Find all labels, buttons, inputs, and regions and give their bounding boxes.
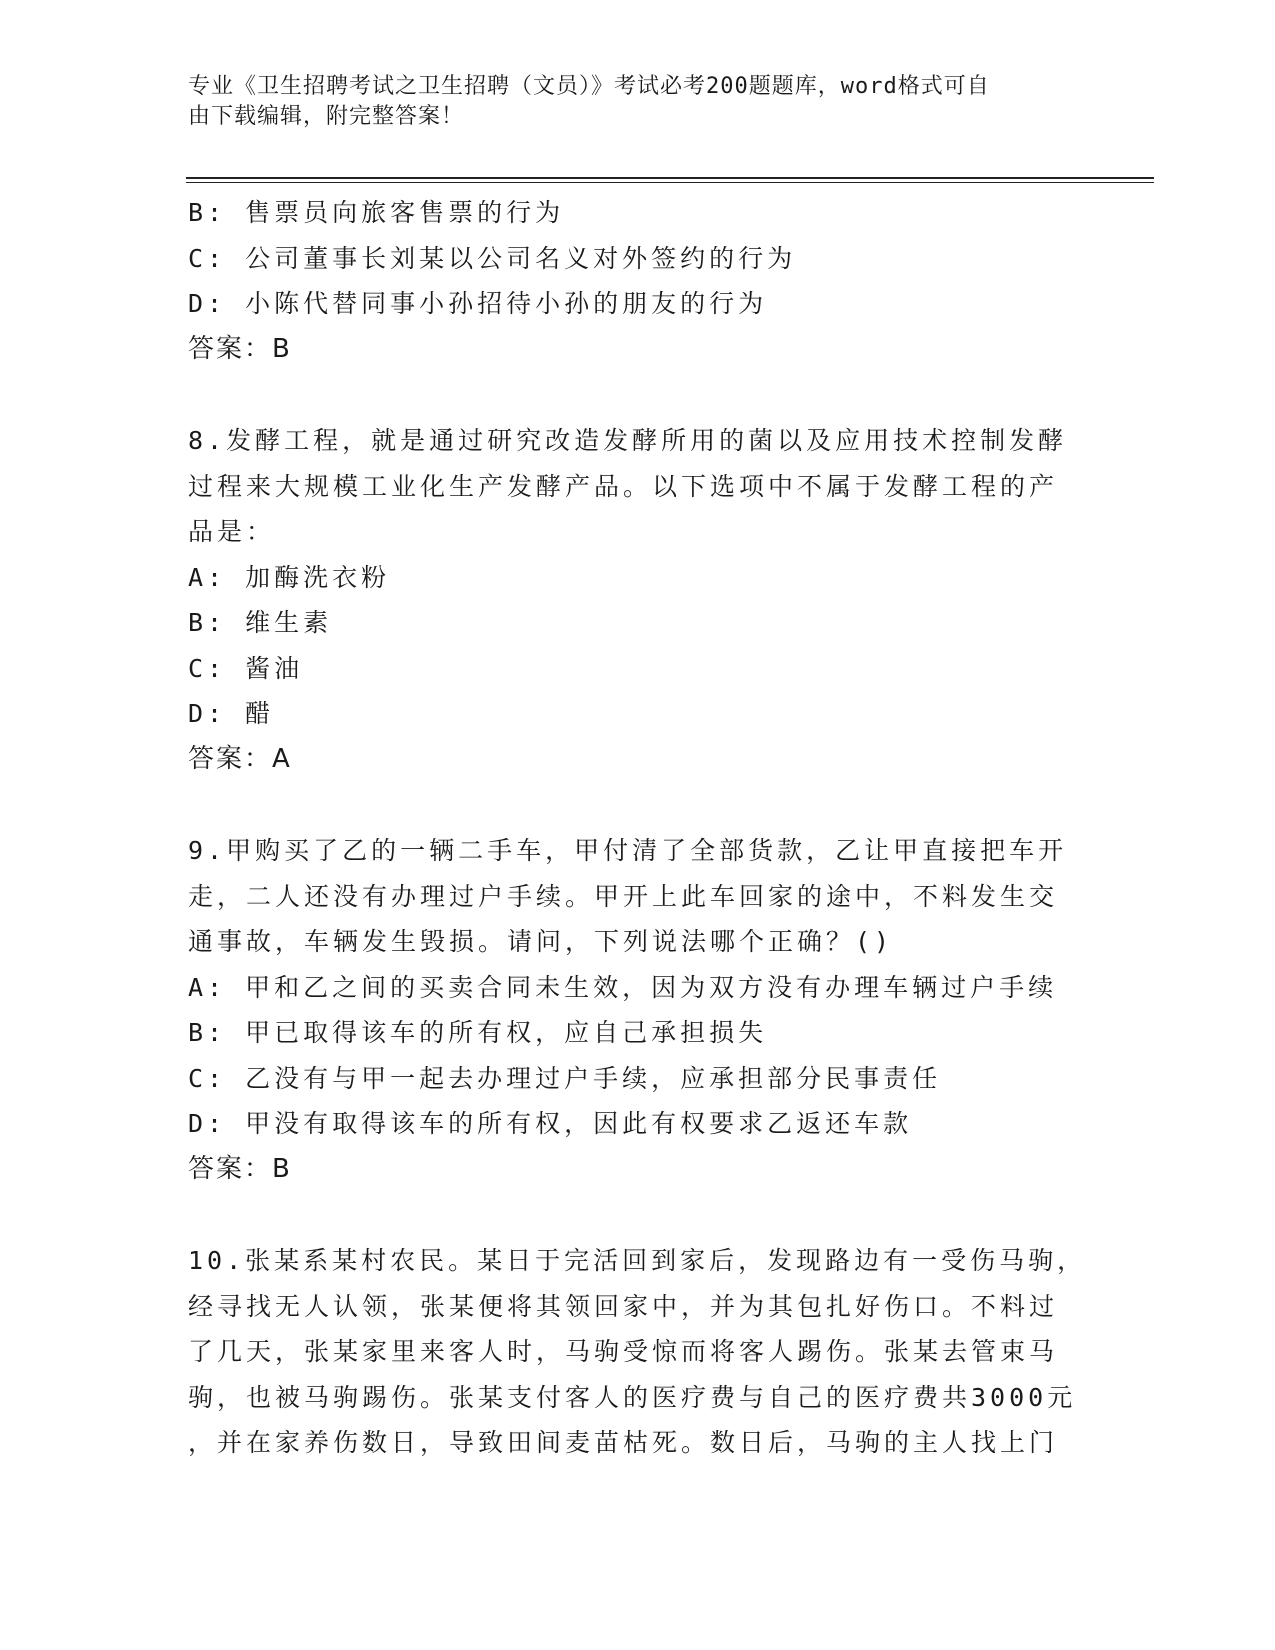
option-b: B: 售票员向旅客售票的行为 xyxy=(188,198,565,227)
question-stem-line: 10.张某系某村农民。某日于完活回到家后，发现路边有一受伤马驹， xyxy=(188,1246,1087,1275)
document-header xyxy=(188,72,1068,132)
question-10-block xyxy=(188,1238,1087,1466)
question-stem-line: 走，二人还没有办理过户手续。甲开上此车回家的途中，不料发生交 xyxy=(188,881,1059,911)
header-divider-thick xyxy=(186,177,1154,179)
spacer xyxy=(188,1192,1068,1238)
question-stem-line: 品是： xyxy=(188,517,276,546)
option-b: B: 维生素 xyxy=(188,608,333,637)
spacer xyxy=(188,372,1068,418)
question-stem-line: 驹，也被马驹踢伤。张某支付客人的医疗费与自己的医疗费共3000元 xyxy=(188,1382,1077,1412)
option-b: B: 甲已取得该车的所有权，应自己承担损失 xyxy=(188,1018,768,1047)
option-d: D: 小陈代替同事小孙招待小孙的朋友的行为 xyxy=(188,289,768,318)
answer-line: 答案：B xyxy=(188,333,292,364)
option-c: C: 酱油 xyxy=(188,653,304,683)
option-c: C: 乙没有与甲一起去办理过户手续，应承担部分民事责任 xyxy=(188,1063,942,1093)
document-body xyxy=(188,190,1087,1466)
answer-line: 答案：A xyxy=(188,743,292,774)
option-a: A: 加酶洗衣粉 xyxy=(188,562,391,592)
option-a: A: 甲和乙之间的买卖合同未生效，因为双方没有办理车辆过户手续 xyxy=(188,972,1058,1002)
header-line-1: 专业《卫生招聘考试之卫生招聘（文员）》考试必考200题题库，word格式可自 xyxy=(188,74,990,99)
question-7-block xyxy=(188,190,1068,372)
option-d: D: 醋 xyxy=(188,699,275,728)
answer-line: 答案：B xyxy=(188,1153,292,1184)
question-9-block xyxy=(188,828,1068,1192)
question-stem-line: ，并在家养伤数日，导致田间麦苗枯死。数日后，马驹的主人找上门 xyxy=(188,1428,1059,1457)
option-d: D: 甲没有取得该车的所有权，因此有权要求乙返还车款 xyxy=(188,1109,913,1138)
option-c: C: 公司董事长刘某以公司名义对外签约的行为 xyxy=(188,243,797,273)
question-8-block xyxy=(188,418,1068,782)
question-stem-line: 了几天，张某家里来客人时，马驹受惊而将客人踢伤。张某去管束马 xyxy=(188,1337,1059,1366)
question-stem-line: 8.发酵工程，就是通过研究改造发酵所用的菌以及应用技术控制发酵 xyxy=(188,426,1068,455)
header-divider-thin xyxy=(186,182,1154,183)
question-stem-line: 经寻找无人认领，张某便将其领回家中，并为其包扎好伤口。不料过 xyxy=(188,1291,1059,1321)
spacer xyxy=(188,782,1068,828)
question-stem-line: 过程来大规模工业化生产发酵产品。以下选项中不属于发酵工程的产 xyxy=(188,471,1059,501)
question-stem-line: 9.甲购买了乙的一辆二手车，甲付清了全部货款，乙让甲直接把车开 xyxy=(188,836,1068,865)
header-line-2: 由下载编辑，附完整答案！ xyxy=(188,104,465,129)
question-stem-line: 通事故，车辆发生毁损。请问，下列说法哪个正确？() xyxy=(188,927,894,956)
